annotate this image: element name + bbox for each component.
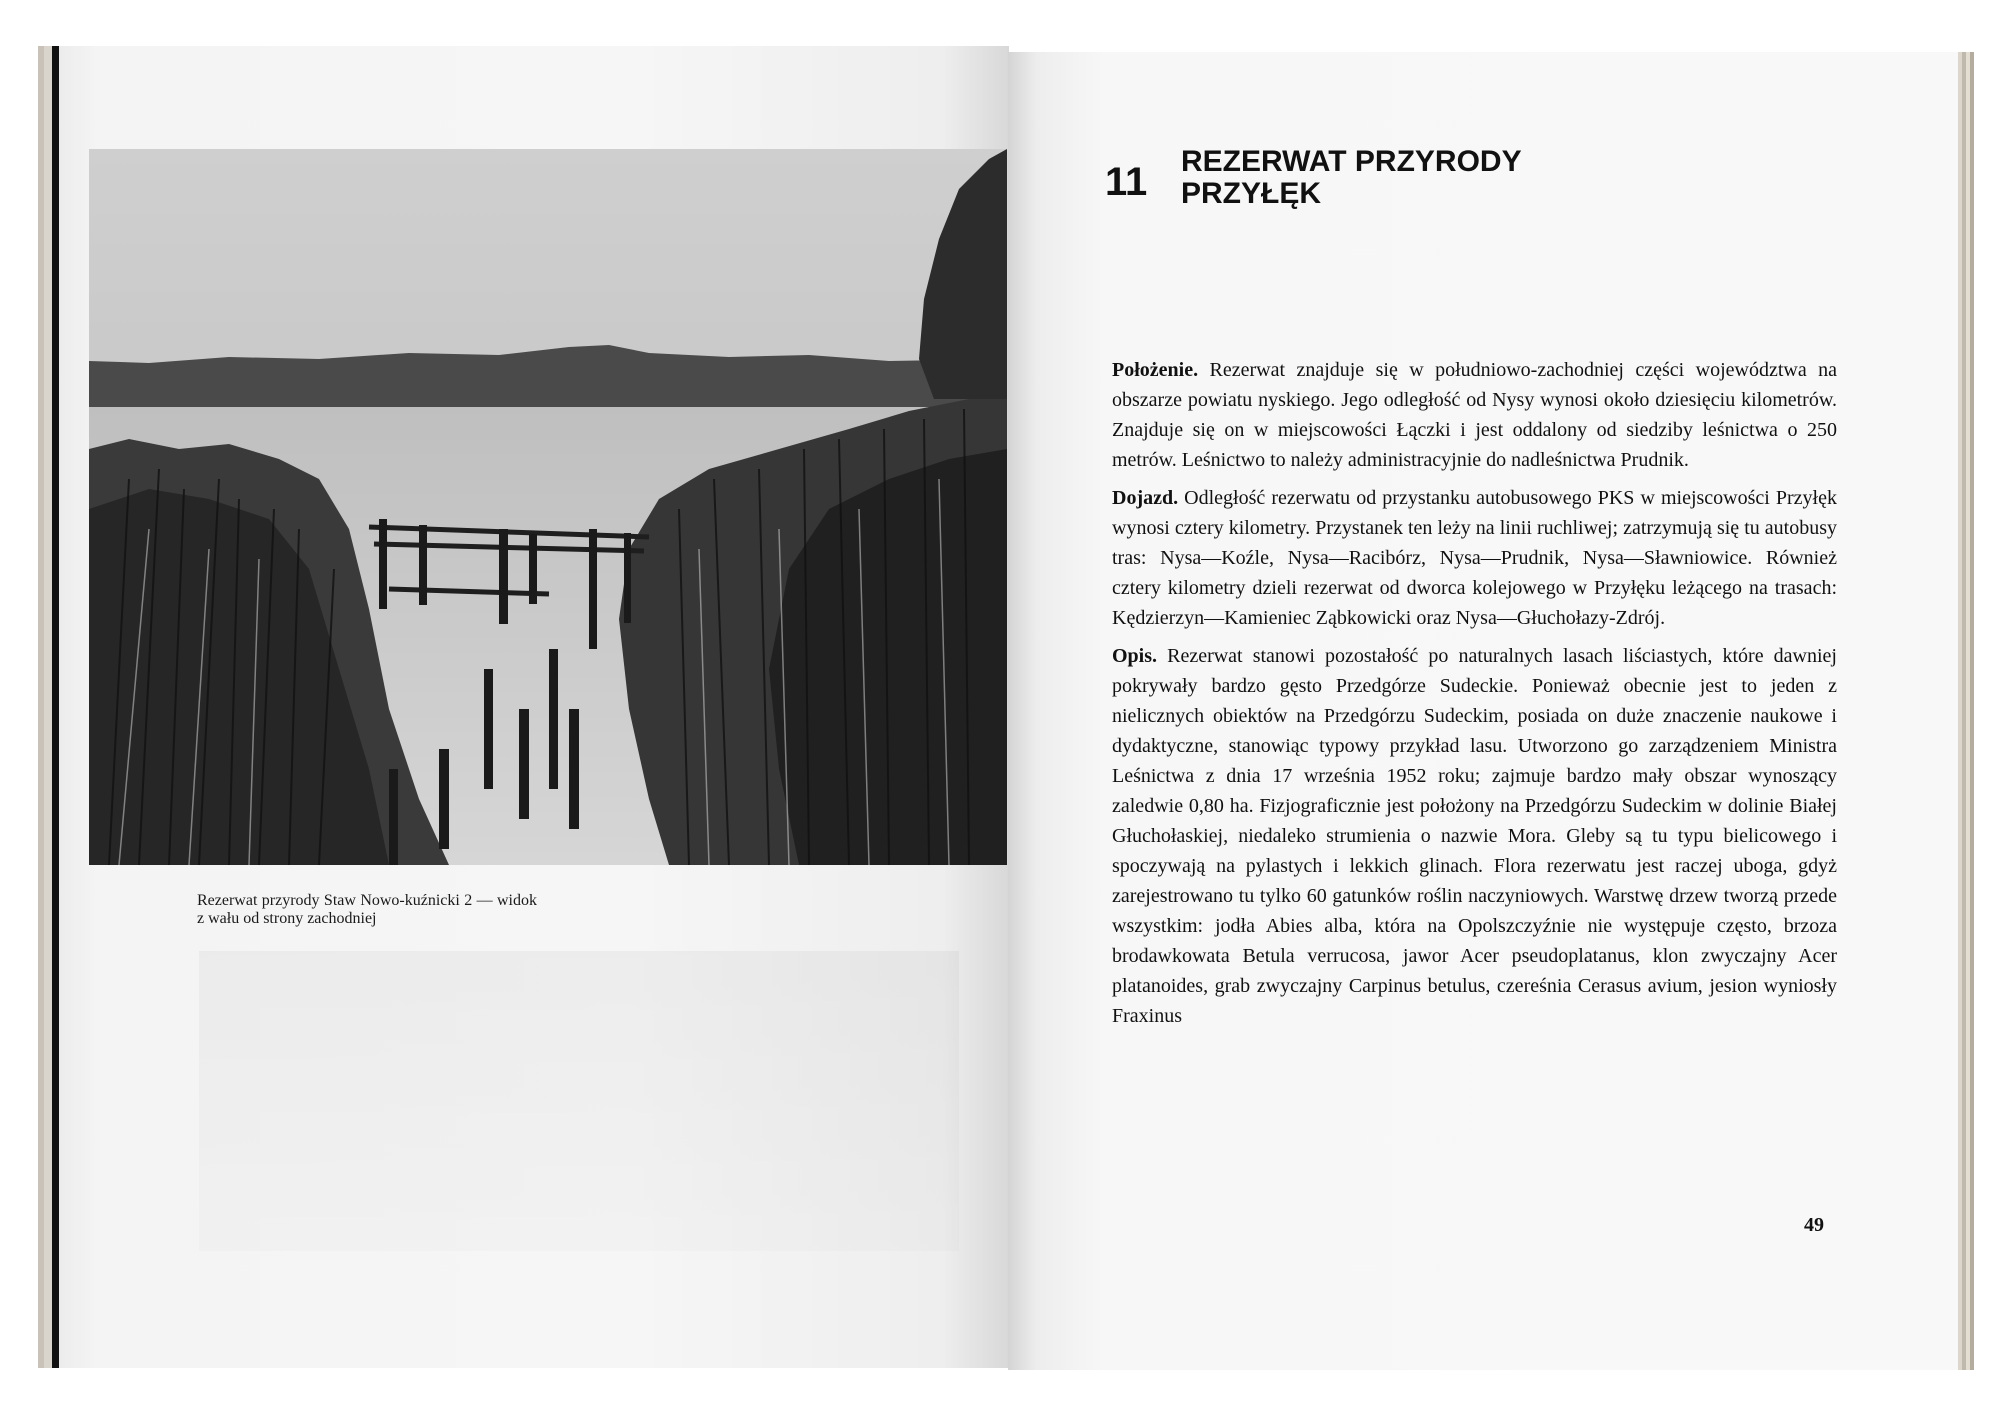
section-text: Rezerwat stanowi pozostałość po naturalnych lasach liściastych, które dawniej pokrywały bardzo gęsto Przedgórze Sudeckie. Ponieważ obecnie jest to jeden z nielicznych obiektów na Przedgórzu Sudeckim, posiada on duże znaczenie naukowe i dydaktyczne, stanowiąc typowy przykład lasu. Utworzono go zarządzeniem Ministra Leśnictwa z dnia 17 września 1952 roku; zajmuje bardzo mały obszar wynoszący zaledwie 0,80 ha. Fizjograficznie jest położony na Przedgórzu Sudeckim w dolinie Białej Głuchołaskiej, niedaleko strumienia o nazwie Mora. Gleby są tu typu bielicowego i spoczywają na pylastych i lekkich glinach. Flora rezerwatu jest raczej uboga, gdyż zarejestrowano tu tylko 60 gatunków roślin naczyniowych. Warstwę drzew tworzą przede wszystkim: jodła Abies alba, która na Opolszczyźnie nie występuje często, brzoza brodawkowata Betula verrucosa, jawor Acer pseudoplatanus, klon zwyczajny Acer platanoides, grab zwyczajny Carpinus betulus, czereśnia Cerasus avium, jesion wyniosły Fraxinus	[1112, 645, 1837, 1027]
section-dojazd	[1112, 483, 1837, 633]
section-polozenie	[1112, 355, 1837, 475]
chapter-number: 11	[1105, 160, 1148, 204]
page-number: 49	[1804, 1214, 1824, 1236]
section-label: Położenie.	[1112, 359, 1210, 381]
right-page	[1008, 52, 1958, 1370]
bleed-through-shadow	[199, 951, 959, 1251]
pond-photo	[89, 149, 1007, 865]
photo-caption: Rezerwat przyrody Staw Nowo-kuźnicki 2 — widok z wału od strony zachodniej	[197, 892, 537, 927]
section-opis	[1112, 641, 1837, 1031]
chapter-title	[1181, 146, 1522, 210]
section-text: Odległość rezerwatu od przystanku autobusowego PKS w miejscowości Przyłęk wynosi cztery kilometry. Przystanek ten leży na linii ruchliwej; zatrzymują się tu autobusy tras: Nysa—Koźle, Nysa—Racibórz, Nysa—Prudnik, Nysa—Sławniowice. Również cztery kilometry dzieli rezerwat od dworca kolejowego w Przyłęku leżącego na trasach: Kędzierzyn—Kamieniec Ząbkowicki oraz Nysa—Głuchołazy-Zdrój.	[1112, 487, 1837, 629]
section-label: Opis.	[1112, 645, 1168, 667]
section-text: Rezerwat znajduje się w południowo-zachodniej części województwa na obszarze powiatu nyskiego. Jego odległość od Nysy wynosi około dziesięciu kilometrów. Znajduje się on w miejscowości Łączki i jest oddalony od siedziby leśnictwa o 250 metrów. Leśnictwo to należy administracyjnie do nadleśnictwa Prudnik.	[1112, 359, 1837, 471]
chapter-title-line2: PRZYŁĘK	[1181, 177, 1322, 210]
chapter-title-line1: REZERWAT PRZYRODY	[1181, 145, 1522, 178]
section-label: Dojazd.	[1112, 487, 1185, 509]
left-page	[52, 46, 1009, 1368]
chapter-body	[1112, 355, 1837, 1039]
